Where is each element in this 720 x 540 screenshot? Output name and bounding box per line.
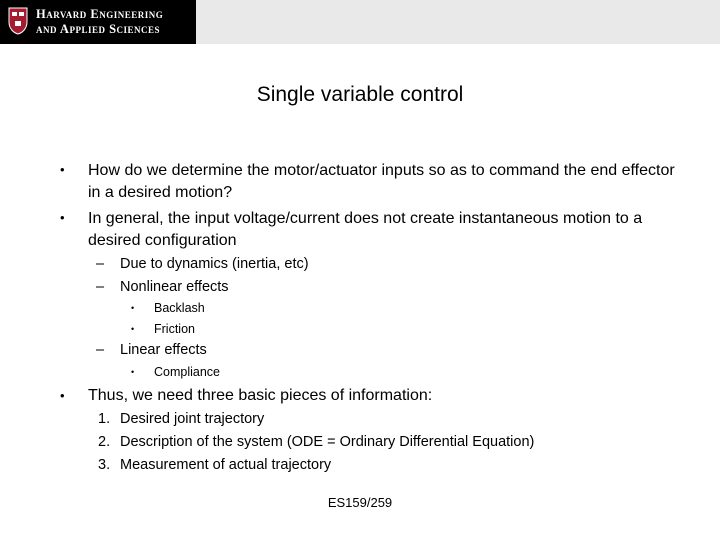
sub-sub-bullet-friction: Friction bbox=[154, 322, 195, 336]
bullet-icon: • bbox=[131, 303, 135, 313]
bullet-icon: • bbox=[60, 162, 65, 177]
dash-icon: – bbox=[96, 342, 105, 358]
sub-sub-bullet-backlash: Backlash bbox=[154, 301, 205, 315]
list-number: 2. bbox=[98, 434, 111, 450]
numbered-item-3: Measurement of actual trajectory bbox=[120, 457, 332, 473]
slide-title: Single variable control bbox=[256, 83, 464, 106]
dash-icon: – bbox=[96, 279, 105, 295]
bullet-2-text: In general, the input voltage/current does not create instantaneous motion to a desired configuration bbox=[88, 210, 643, 249]
sub-bullet-nonlinear: Nonlinear effects bbox=[120, 279, 229, 295]
bullet-3-text: Thus, we need three basic pieces of information: bbox=[88, 387, 433, 404]
bullet-icon: • bbox=[60, 388, 65, 403]
list-number: 3. bbox=[98, 457, 111, 473]
bullet-icon: • bbox=[131, 367, 135, 377]
sub-sub-bullet-compliance: Compliance bbox=[154, 365, 221, 379]
harvard-logo bbox=[0, 0, 196, 44]
dash-icon: – bbox=[96, 256, 105, 272]
logo-line-1: Harvard Engineering bbox=[36, 7, 164, 21]
logo-line-2: and Applied Sciences bbox=[36, 22, 161, 36]
sub-bullet-linear: Linear effects bbox=[120, 342, 207, 358]
slide-footer: ES159/259 bbox=[327, 495, 393, 510]
sub-bullet-dynamics: Due to dynamics (inertia, etc) bbox=[120, 256, 309, 272]
bullet-icon: • bbox=[131, 324, 135, 334]
numbered-item-1: Desired joint trajectory bbox=[120, 411, 265, 427]
bullet-1-text: How do we determine the motor/actuator inputs so as to command the end effector in a desired motion? bbox=[88, 162, 675, 201]
list-number: 1. bbox=[98, 411, 111, 427]
numbered-item-2: Description of the system (ODE = Ordinary Differential Equation) bbox=[120, 434, 535, 450]
harvard-shield-icon bbox=[8, 7, 28, 35]
logo-wordmark bbox=[36, 7, 163, 37]
bullet-icon: • bbox=[60, 210, 65, 225]
